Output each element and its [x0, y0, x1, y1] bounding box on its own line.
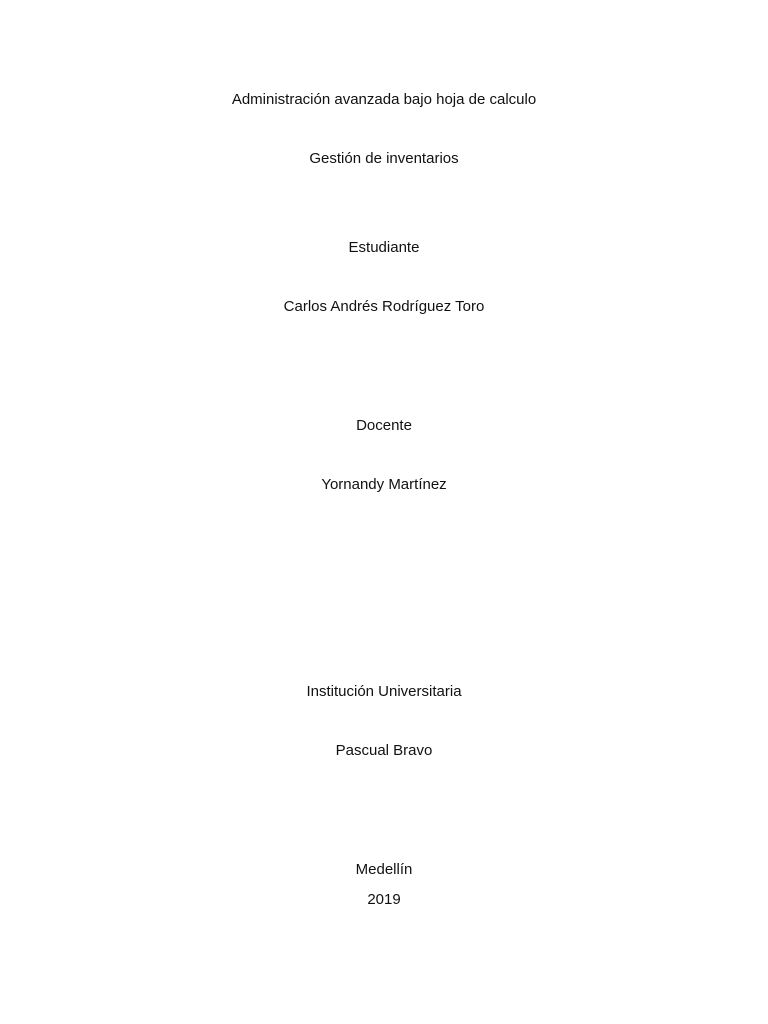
topic-title: Gestión de inventarios: [309, 150, 459, 167]
institution-line-2: Pascual Bravo: [335, 742, 433, 759]
teacher-label: Docente: [356, 417, 412, 434]
student-label: Estudiante: [348, 239, 420, 256]
year: 2019: [367, 891, 401, 908]
institution-line-1: Institución Universitaria: [306, 683, 462, 700]
teacher-name: Yornandy Martínez: [321, 476, 447, 493]
city: Medellín: [355, 861, 413, 878]
student-name: Carlos Andrés Rodríguez Toro: [283, 298, 485, 315]
course-title: Administración avanzada bajo hoja de calculo: [231, 91, 537, 108]
